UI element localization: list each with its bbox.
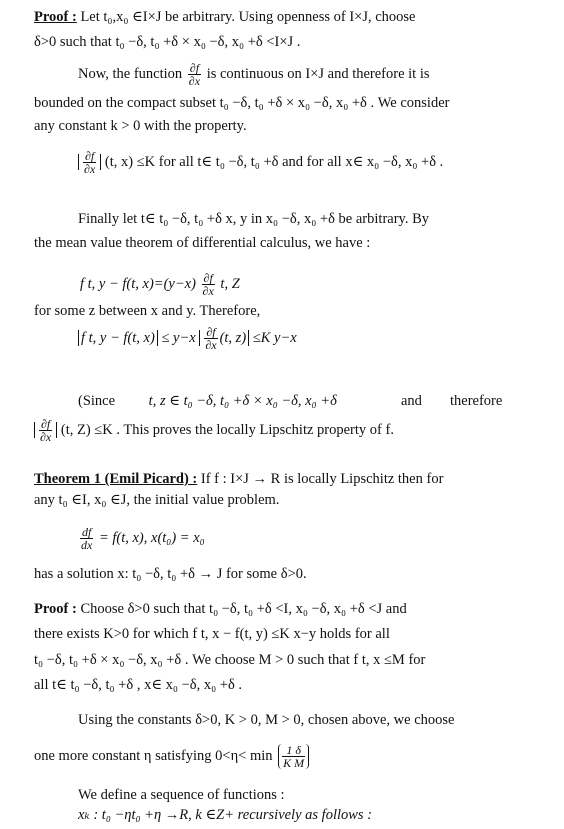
min-fraction: $\frac{1 \delta}{\text{K M}}$ — [278, 744, 309, 769]
mvt-equation: f t, y − f(t, x)=(y−x) $\frac{\partial f}{\partial x}$ t, Z — [80, 271, 240, 298]
since-line: (Since t, z ∈ t₀ −δ, t₀ +δ × x₀ −δ, x₀ +δ and therefore — [78, 393, 503, 409]
proof2-label: Proof : — [34, 601, 77, 617]
bound-equation: $\frac{\partial f}{\partial x}$ (t, x) ≤K for all t∈ t₀ −δ, t₀ +δ and for all x∈ x₀ −δ, x₀ +δ . — [78, 150, 443, 175]
proof1-line6: Finally let t∈ t₀ −δ, t₀ +δ x, y in x₀ −δ, x₀ +δ be arbitrary. By — [78, 211, 430, 227]
inequality: f t, y − f(t, x) ≤ y−x $\frac{\partial f}{\partial x}$ (t, z) ≤K y−x — [78, 326, 297, 351]
proof1-line5: any constant k > 0 with the property. — [34, 118, 247, 134]
ivp-equation: $\frac{df}{dx}$ = f(t, x), x(t₀) = x₀ — [81, 525, 205, 552]
proof1-line4: bounded on the compact subset t₀ −δ, t₀ +δ × x₀ −δ, x₀ +δ . We consider — [34, 95, 450, 111]
proof2-line8: xₖ : t₀ −ηt₀ +η →R, k ∈Z+ recursively as follows : — [78, 807, 373, 823]
proof1-line3 — [78, 62, 430, 87]
proof-label: Proof : — [34, 9, 77, 25]
proof2-line3: t₀ −δ, t₀ +δ × x₀ −δ, x₀ +δ . We choose M > 0 such that f t, x ≤M for — [34, 652, 426, 668]
proof2-line2: there exists K>0 for which f t, x − f(t, y) ≤K x−y holds for all — [34, 626, 390, 642]
proof1-line2: δ>0 such that t₀ −δ, t₀ +δ × x₀ −δ, x₀ +δ <I×J . — [34, 34, 301, 50]
proof1-conclusion: $\frac{\partial f}{\partial x}$ (t, Z) ≤K . This proves the locally Lipschitz property of f. — [34, 418, 394, 443]
partial-fraction: $\frac{\partial f}{\partial x}$ — [188, 61, 201, 88]
proof2-line6: one more constant η satisfying 0<η< min $\frac{1 \delta}{\text{K M}}$ — [34, 744, 311, 769]
proof2-line4: all t∈ t₀ −δ, t₀ +δ , x∈ x₀ −δ, x₀ +δ . — [34, 677, 243, 693]
proof1-text3a: Now, the function — [78, 65, 183, 82]
theorem-line2: any t₀ ∈I, x₀ ∈J, the initial value problem. — [34, 492, 280, 508]
theorem-line1: Theorem 1 (Emil Picard) : If f : I×J → R is locally Lipschitz then for — [34, 471, 444, 487]
proof1-text3b: is continuous on I×J and therefore it is — [206, 65, 430, 82]
theorem-label: Theorem 1 (Emil Picard) : — [34, 471, 198, 487]
proof1-line7: the mean value theorem of differential calculus, we have : — [34, 235, 371, 251]
proof1-line1 — [34, 8, 416, 26]
theorem-line3: has a solution x: t₀ −δ, t₀ +δ → J for some δ>0. — [34, 566, 307, 582]
proof1-line8: for some z between x and y. Therefore, — [34, 303, 261, 319]
proof2-line7: We define a sequence of functions : — [78, 787, 285, 803]
proof1-text1: Let t₀,x₀ ∈I×J be arbitrary. Using openness of I×J, choose — [80, 9, 416, 25]
proof2-line5: Using the constants δ>0, K > 0, M > 0, chosen above, we choose — [78, 712, 455, 728]
proof2-line1: Proof : Choose δ>0 such that t₀ −δ, t₀ +δ <I, x₀ −δ, x₀ +δ <J and — [34, 601, 407, 617]
